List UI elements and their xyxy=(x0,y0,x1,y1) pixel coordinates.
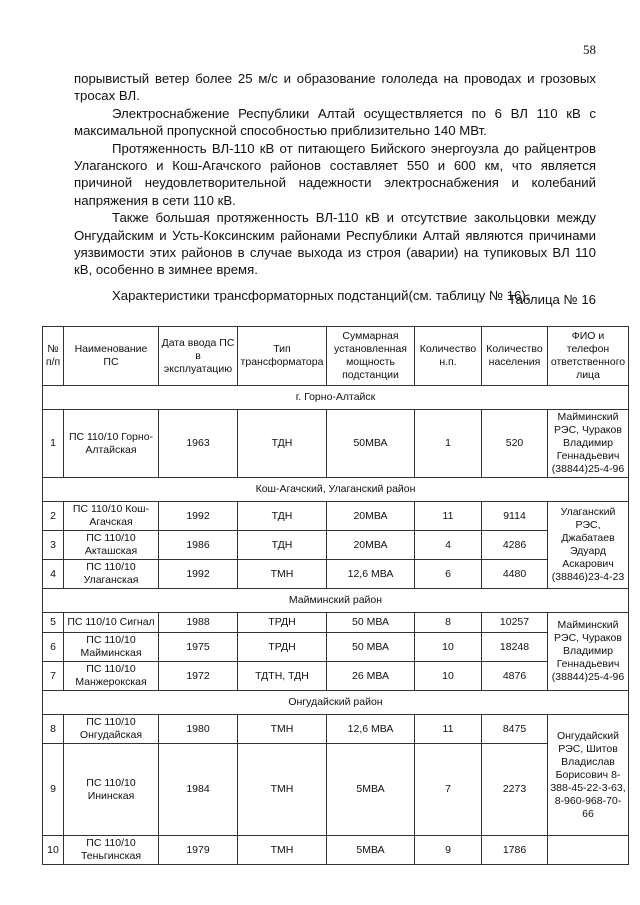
cell-num: 5 xyxy=(43,613,64,633)
substations-table xyxy=(42,326,629,865)
cell-name: ПС 110/10 Сигнал xyxy=(64,613,159,633)
cell-type: ТРДН xyxy=(238,633,327,662)
cell-name: ПС 110/10 Майминская xyxy=(64,633,159,662)
cell-name: ПС 110/10 Ининская xyxy=(64,744,159,836)
cell-name: ПС 110/10 Кош-Агачская xyxy=(64,502,159,531)
cell-type: ТМН xyxy=(238,744,327,836)
cell-contact: Майминский РЭС, Чураков Владимир Геннадьевич (38844)25-4-96 xyxy=(548,613,629,691)
cell-settlements: 8 xyxy=(415,613,482,633)
cell-name: ПС 110/10 Онгудайская xyxy=(64,715,159,744)
table-row xyxy=(43,715,629,744)
cell-num: 1 xyxy=(43,410,64,478)
cell-year: 1972 xyxy=(159,662,238,691)
col-header-population: Количество населения xyxy=(482,327,548,386)
body-text xyxy=(74,70,596,304)
cell-settlements: 7 xyxy=(415,744,482,836)
cell-power: 20МВА xyxy=(327,531,415,560)
cell-population: 2273 xyxy=(482,744,548,836)
cell-type: ТМН xyxy=(238,560,327,589)
cell-name: ПС 110/10 Горно-Алтайская xyxy=(64,410,159,478)
cell-num: 4 xyxy=(43,560,64,589)
cell-year: 1963 xyxy=(159,410,238,478)
cell-settlements: 4 xyxy=(415,531,482,560)
cell-power: 12,6 МВА xyxy=(327,560,415,589)
cell-settlements: 10 xyxy=(415,662,482,691)
cell-type: ТМН xyxy=(238,715,327,744)
col-header-power: Суммарная установленная мощность подстанции xyxy=(327,327,415,386)
cell-num: 6 xyxy=(43,633,64,662)
col-header-num: № п/п xyxy=(43,327,64,386)
cell-contact: Майминский РЭС, Чураков Владимир Геннадьевич (38844)25-4-96 xyxy=(548,410,629,478)
cell-num: 10 xyxy=(43,836,64,865)
cell-power: 50МВА xyxy=(327,410,415,478)
paragraph: Также большая протяженность ВЛ-110 кВ и отсутствие закольцовки между Онгудайским и Усть-Коксинским районами Республики Алтай являются причинами уязвимости этих районов в случае выхода из строя (аварии) на тупиковых ВЛ 110 кВ, особенно в зимнее время. xyxy=(74,210,596,278)
cell-power: 26 МВА xyxy=(327,662,415,691)
cell-settlements: 1 xyxy=(415,410,482,478)
cell-settlements: 11 xyxy=(415,502,482,531)
cell-num: 9 xyxy=(43,744,64,836)
cell-type: ТДН xyxy=(238,502,327,531)
cell-type: ТДТН, ТДН xyxy=(238,662,327,691)
cell-year: 1986 xyxy=(159,531,238,560)
cell-num: 2 xyxy=(43,502,64,531)
cell-population: 10257 xyxy=(482,613,548,633)
cell-type: ТДН xyxy=(238,531,327,560)
cell-num: 7 xyxy=(43,662,64,691)
cell-power: 20МВА xyxy=(327,502,415,531)
table-row xyxy=(43,613,629,633)
cell-year: 1988 xyxy=(159,613,238,633)
cell-name: ПС 110/10 Акташская xyxy=(64,531,159,560)
paragraph: Электроснабжение Республики Алтай осуществляется по 6 ВЛ 110 кВ с максимальной пропускной способностью приблизительно 140 МВт. xyxy=(74,105,596,139)
cell-type: ТМН xyxy=(238,836,327,865)
cell-num: 8 xyxy=(43,715,64,744)
cell-contact: Улаганский РЭС, Джабатаев Эдуард Аскарович (38846)23-4-23 xyxy=(548,502,629,589)
cell-power: 12,6 МВА xyxy=(327,715,415,744)
cell-population: 520 xyxy=(482,410,548,478)
col-header-name: Наименование ПС xyxy=(64,327,159,386)
table-row xyxy=(43,662,629,691)
cell-population: 8475 xyxy=(482,715,548,744)
group-row xyxy=(43,386,629,410)
group-title: г. Горно-Алтайск xyxy=(43,386,629,410)
group-row xyxy=(43,478,629,502)
col-header-contact: ФИО и телефон ответственного лица xyxy=(548,327,629,386)
table-header-row xyxy=(43,327,629,386)
group-title: Кош-Агачский, Улаганский район xyxy=(43,478,629,502)
cell-year: 1979 xyxy=(159,836,238,865)
col-header-year: Дата ввода ПС в эксплуатацию xyxy=(159,327,238,386)
cell-population: 18248 xyxy=(482,633,548,662)
table-row xyxy=(43,560,629,589)
table-row xyxy=(43,410,629,478)
cell-year: 1975 xyxy=(159,633,238,662)
cell-population: 4480 xyxy=(482,560,548,589)
col-header-type: Тип трансформатора xyxy=(238,327,327,386)
cell-name: ПС 110/10 Теньгинская xyxy=(64,836,159,865)
cell-settlements: 9 xyxy=(415,836,482,865)
group-row xyxy=(43,691,629,715)
cell-num: 3 xyxy=(43,531,64,560)
group-title: Онгудайский район xyxy=(43,691,629,715)
cell-population: 1786 xyxy=(482,836,548,865)
cell-year: 1980 xyxy=(159,715,238,744)
paragraph: порывистый ветер более 25 м/с и образование гололеда на проводах и грозовых тросах ВЛ. xyxy=(74,71,596,104)
paragraph: Протяженность ВЛ-110 кВ от питающего Бийского энергоузла до райцентров Улаганского и Кош-Агачского районов составляет 550 и 600 км, что является причиной неудовлетворительной надежности электроснабжения и колебаний напряжения в сети 110 кВ. xyxy=(74,140,596,208)
cell-power: 50 МВА xyxy=(327,633,415,662)
cell-name: ПС 110/10 Манжерокская xyxy=(64,662,159,691)
cell-type: ТРДН xyxy=(238,613,327,633)
group-row xyxy=(43,589,629,613)
cell-name: ПС 110/10 Улаганская xyxy=(64,560,159,589)
table-row xyxy=(43,633,629,662)
table-row xyxy=(43,502,629,531)
cell-settlements: 11 xyxy=(415,715,482,744)
col-header-settlements: Количество н.п. xyxy=(415,327,482,386)
cell-settlements: 6 xyxy=(415,560,482,589)
cell-type: ТДН xyxy=(238,410,327,478)
table-row xyxy=(43,836,629,865)
table-reference: Характеристики трансформаторных подстанций(см. таблицу № 16). xyxy=(112,287,530,303)
table-row xyxy=(43,744,629,836)
cell-contact: Онгудайский РЭС, Шитов Владислав Борисович 8-388-45-22-3-63, 8-960-968-70-66 xyxy=(548,715,629,836)
cell-settlements: 10 xyxy=(415,633,482,662)
cell-power: 50 МВА xyxy=(327,613,415,633)
cell-population: 4876 xyxy=(482,662,548,691)
cell-contact-empty xyxy=(548,836,629,865)
table-row xyxy=(43,531,629,560)
table-title: Таблица № 16 xyxy=(508,292,596,307)
cell-year: 1992 xyxy=(159,502,238,531)
cell-population: 9114 xyxy=(482,502,548,531)
cell-year: 1992 xyxy=(159,560,238,589)
group-title: Майминский район xyxy=(43,589,629,613)
cell-power: 5МВА xyxy=(327,836,415,865)
cell-year: 1984 xyxy=(159,744,238,836)
page-number: 58 xyxy=(583,42,596,57)
cell-population: 4286 xyxy=(482,531,548,560)
cell-power: 5МВА xyxy=(327,744,415,836)
